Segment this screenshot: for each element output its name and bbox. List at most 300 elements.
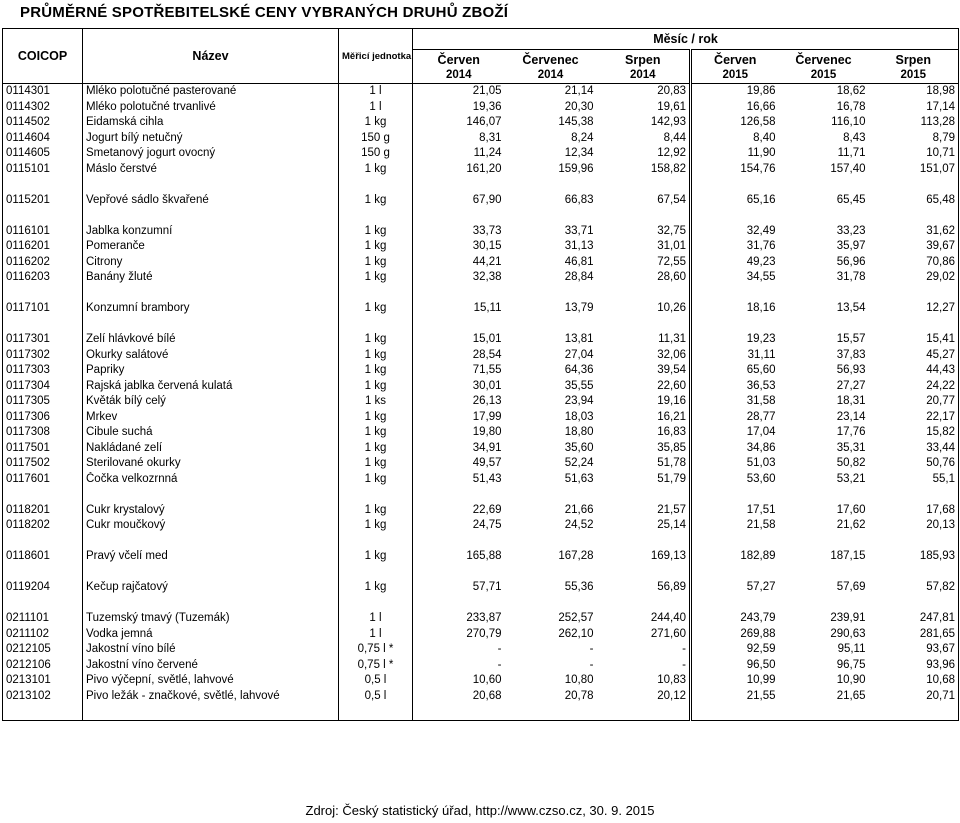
unit: 1 kg xyxy=(339,239,413,255)
unit: 1 kg xyxy=(339,224,413,240)
price-cell: 31,76 xyxy=(691,239,779,255)
price-cell: 51,78 xyxy=(657,457,686,469)
price-cell: 158,82 xyxy=(650,162,686,175)
coicop-code: 0114302 xyxy=(6,100,50,113)
header-year: 2015 xyxy=(691,67,779,84)
source-note: Zdroj: Český statistický úřad, http://www.czso.cz, 30. 9. 2015 xyxy=(305,803,655,818)
price-cell: 269,88 xyxy=(691,627,779,643)
table-row xyxy=(3,224,959,240)
price-cell: 151,07 xyxy=(919,162,955,175)
unit: 1 kg xyxy=(339,115,413,131)
price-cell: 33,71 xyxy=(564,224,594,237)
price-cell: 142,93 xyxy=(650,116,686,128)
price-cell: 157,40 xyxy=(830,162,866,175)
price-cell: 13,79 xyxy=(564,302,594,314)
header-year: 2014 xyxy=(505,67,597,84)
price-cell: 57,71 xyxy=(413,580,505,596)
table-row xyxy=(3,689,959,705)
price-cell: 35,85 xyxy=(657,441,686,454)
item-name: Nakládané zelí xyxy=(83,441,339,457)
table-row xyxy=(3,115,959,131)
coicop-code: 0116201 xyxy=(6,240,50,252)
price-cell: 244,40 xyxy=(650,612,686,624)
price-cell: 10,80 xyxy=(564,674,594,686)
price-cell: 19,80 xyxy=(413,425,505,441)
price-cell: 270,79 xyxy=(413,627,505,643)
coicop-code: 0213102 xyxy=(6,689,51,702)
price-cell: - xyxy=(682,658,686,671)
price-cell: 28,60 xyxy=(657,271,686,283)
price-cell: 56,93 xyxy=(836,364,866,376)
unit: 1 kg xyxy=(339,410,413,426)
coicop-code: 0211102 xyxy=(6,627,50,640)
price-cell: - xyxy=(682,643,686,655)
price-cell: 93,96 xyxy=(926,658,955,671)
header-month: Červenec xyxy=(779,50,869,68)
price-cell: 39,67 xyxy=(926,240,955,252)
coicop-code: 0114605 xyxy=(6,147,50,159)
price-cell: 35,97 xyxy=(836,240,866,252)
unit: 1 kg xyxy=(339,456,413,472)
price-cell: 44,21 xyxy=(413,255,505,271)
item-name: Sterilované okurky xyxy=(83,456,339,472)
price-cell: 11,31 xyxy=(658,333,686,345)
price-cell: 32,38 xyxy=(413,270,505,286)
item-name: Pomeranče xyxy=(83,239,339,255)
price-cell: 15,57 xyxy=(836,333,866,345)
header-year: 2014 xyxy=(413,67,505,84)
table-row xyxy=(3,410,959,426)
price-cell: 15,11 xyxy=(413,301,505,317)
price-cell: 16,21 xyxy=(657,410,686,423)
price-cell: 11,90 xyxy=(691,146,779,162)
price-cell: 39,54 xyxy=(657,364,686,376)
price-cell: 44,43 xyxy=(926,364,955,376)
price-cell: 65,48 xyxy=(926,193,955,206)
price-cell: 21,65 xyxy=(836,689,866,702)
coicop-code: 0115101 xyxy=(6,162,50,175)
price-cell: 33,23 xyxy=(836,224,866,237)
item-name: Čočka velkozrnná xyxy=(83,472,339,488)
table-row xyxy=(3,255,959,271)
price-cell: 51,79 xyxy=(657,472,686,485)
unit: 1 kg xyxy=(339,580,413,596)
header-year: 2014 xyxy=(597,67,691,84)
price-cell: 12,27 xyxy=(926,302,955,314)
price-cell: 27,04 xyxy=(564,348,594,361)
coicop-code: 0117306 xyxy=(6,410,50,423)
price-cell: 182,89 xyxy=(691,549,779,565)
table-row xyxy=(3,270,959,286)
price-cell: 161,20 xyxy=(413,162,505,178)
price-cell: 22,17 xyxy=(926,410,955,423)
price-cell: 32,49 xyxy=(691,224,779,240)
price-cell: 27,27 xyxy=(836,379,866,392)
price-cell: 10,90 xyxy=(836,674,866,686)
table-row xyxy=(3,379,959,395)
price-cell: - xyxy=(413,642,505,658)
coicop-code: 0212106 xyxy=(6,658,51,671)
item-name: Mrkev xyxy=(83,410,339,426)
item-name: Vodka jemná xyxy=(83,627,339,643)
price-cell: 20,30 xyxy=(564,100,594,113)
unit: 1 l xyxy=(339,611,413,627)
price-cell: 51,43 xyxy=(413,472,505,488)
price-cell: - xyxy=(413,658,505,674)
header-year: 2015 xyxy=(779,67,869,84)
price-cell: 17,60 xyxy=(836,503,866,516)
price-cell: 19,86 xyxy=(691,84,779,100)
item-name: Rajská jablka červená kulatá xyxy=(83,379,339,395)
table-row xyxy=(3,84,959,100)
unit: 0,75 l * xyxy=(339,642,413,658)
table-row xyxy=(3,348,959,364)
price-cell: 12,34 xyxy=(564,147,594,159)
unit: 1 kg xyxy=(339,301,413,317)
coicop-code: 0118201 xyxy=(6,503,50,516)
unit: 150 g xyxy=(339,146,413,162)
price-cell: 13,54 xyxy=(836,302,866,314)
price-cell: - xyxy=(589,643,594,655)
price-cell: 21,55 xyxy=(691,689,779,705)
price-cell: 56,96 xyxy=(836,255,866,268)
price-cell: 20,68 xyxy=(413,689,505,705)
price-cell: 271,60 xyxy=(650,627,686,640)
price-cell: 92,59 xyxy=(691,642,779,658)
price-cell: 8,44 xyxy=(663,131,686,144)
table-row xyxy=(3,642,959,658)
price-cell: 31,78 xyxy=(836,271,866,283)
price-cell: 56,89 xyxy=(657,581,686,593)
price-cell: 20,78 xyxy=(564,689,594,702)
group-spacer xyxy=(3,704,959,720)
table-body xyxy=(3,84,959,721)
price-cell: 31,13 xyxy=(564,240,594,252)
price-cell: 66,83 xyxy=(564,193,594,206)
price-cell: 18,16 xyxy=(691,301,779,317)
table-row xyxy=(3,503,959,519)
price-cell: 37,83 xyxy=(836,348,866,361)
table-row xyxy=(3,673,959,689)
header-month-group: Měsíc / rok xyxy=(413,29,959,50)
unit: 0,75 l * xyxy=(339,658,413,674)
price-cell: 33,73 xyxy=(413,224,505,240)
price-cell: 16,66 xyxy=(691,100,779,116)
coicop-code: 0117303 xyxy=(6,364,50,376)
coicop-code: 0212105 xyxy=(6,643,51,655)
coicop-code: 0117101 xyxy=(6,302,50,314)
coicop-code: 0117302 xyxy=(6,348,50,361)
price-cell: 23,14 xyxy=(836,410,866,423)
price-cell: 10,99 xyxy=(691,673,779,689)
coicop-code: 0117501 xyxy=(6,441,50,454)
table-row xyxy=(3,580,959,596)
item-name: Jakostní víno červené xyxy=(83,658,339,674)
price-cell: 18,98 xyxy=(926,85,955,97)
group-spacer xyxy=(3,177,959,193)
price-cell: 30,15 xyxy=(413,239,505,255)
price-cell: 11,71 xyxy=(837,147,866,159)
price-cell: 24,22 xyxy=(926,379,955,392)
coicop-code: 0114604 xyxy=(6,131,50,144)
coicop-code: 0119204 xyxy=(6,581,50,593)
price-cell: 72,55 xyxy=(657,255,686,268)
table-row xyxy=(3,100,959,116)
price-cell: 53,21 xyxy=(836,472,866,485)
price-cell: 239,91 xyxy=(830,612,866,624)
unit: 1 kg xyxy=(339,363,413,379)
price-cell: 30,01 xyxy=(413,379,505,395)
price-cell: 67,90 xyxy=(413,193,505,209)
price-cell: 167,28 xyxy=(558,550,594,562)
unit: 1 kg xyxy=(339,162,413,178)
price-cell: 18,31 xyxy=(836,395,866,407)
coicop-code: 0117301 xyxy=(6,333,50,345)
group-spacer xyxy=(3,534,959,550)
price-cell: 17,76 xyxy=(836,426,866,438)
price-cell: 19,23 xyxy=(691,332,779,348)
price-cell: 159,96 xyxy=(558,162,594,175)
price-cell: 16,83 xyxy=(657,426,686,438)
item-name: Banány žluté xyxy=(83,270,339,286)
price-cell: 35,31 xyxy=(836,441,866,454)
item-name: Pivo ležák - značkové, světlé, lahvové xyxy=(83,689,339,705)
table-row xyxy=(3,239,959,255)
price-cell: 247,81 xyxy=(919,612,955,624)
coicop-code: 0117305 xyxy=(6,395,50,407)
table-row xyxy=(3,658,959,674)
price-cell: 96,75 xyxy=(836,658,866,671)
item-name: Cukr krystalový xyxy=(83,503,339,519)
price-cell: 22,60 xyxy=(657,379,686,392)
price-cell: 32,75 xyxy=(657,224,686,237)
price-cell: 262,10 xyxy=(558,627,594,640)
price-cell: 57,82 xyxy=(926,581,955,593)
unit: 1 kg xyxy=(339,255,413,271)
price-cell: 113,28 xyxy=(920,116,955,128)
price-cell: 53,60 xyxy=(691,472,779,488)
item-name: Eidamská cihla xyxy=(83,115,339,131)
price-cell: 21,14 xyxy=(564,85,594,97)
price-cell: 20,12 xyxy=(657,689,686,702)
header-month: Červenec xyxy=(505,50,597,68)
price-cell: 70,86 xyxy=(926,255,955,268)
price-cell: 31,58 xyxy=(691,394,779,410)
price-cell: 281,65 xyxy=(919,627,955,640)
price-cell: 28,84 xyxy=(564,271,594,283)
header-coicop: COICOP xyxy=(3,29,83,84)
price-cell: 26,13 xyxy=(413,394,505,410)
price-cell: 93,67 xyxy=(926,643,955,655)
price-cell: 65,45 xyxy=(836,193,866,206)
coicop-code: 0114502 xyxy=(6,116,50,128)
price-cell: 23,94 xyxy=(564,395,594,407)
price-cell: 12,92 xyxy=(657,147,686,159)
price-cell: 51,03 xyxy=(691,456,779,472)
price-cell: 34,91 xyxy=(413,441,505,457)
item-name: Máslo čerstvé xyxy=(83,162,339,178)
price-cell: 55,1 xyxy=(932,472,955,485)
price-cell: 8,43 xyxy=(843,131,866,144)
price-cell: 10,68 xyxy=(926,674,955,686)
price-cell: 15,82 xyxy=(926,426,955,438)
price-cell: 126,58 xyxy=(691,115,779,131)
coicop-code: 0118601 xyxy=(6,550,50,562)
price-cell: 17,68 xyxy=(926,503,955,516)
item-name: Mléko polotučné trvanlivé xyxy=(83,100,339,116)
price-cell: 10,60 xyxy=(413,673,505,689)
item-name: Konzumní brambory xyxy=(83,301,339,317)
price-cell: 10,83 xyxy=(657,674,686,686)
price-cell: 20,71 xyxy=(926,689,955,702)
unit: 1 kg xyxy=(339,472,413,488)
price-cell: 34,55 xyxy=(691,270,779,286)
table-row xyxy=(3,425,959,441)
unit: 1 kg xyxy=(339,348,413,364)
coicop-code: 0117308 xyxy=(6,426,50,438)
price-cell: 36,53 xyxy=(691,379,779,395)
price-cell: 35,55 xyxy=(564,379,594,392)
price-cell: 15,41 xyxy=(926,333,955,345)
price-cell: 35,60 xyxy=(564,441,594,454)
price-cell: 28,54 xyxy=(413,348,505,364)
unit: 1 kg xyxy=(339,425,413,441)
price-cell: 252,57 xyxy=(558,612,594,624)
item-name: Jogurt bílý netučný xyxy=(83,131,339,147)
price-cell: 290,63 xyxy=(830,627,866,640)
item-name: Pravý včelí med xyxy=(83,549,339,565)
price-cell: 8,31 xyxy=(413,131,505,147)
price-cell: 154,76 xyxy=(691,162,779,178)
coicop-code: 0114301 xyxy=(6,85,50,97)
price-cell: 64,36 xyxy=(564,364,594,376)
price-cell: 95,11 xyxy=(837,643,866,655)
table-row xyxy=(3,332,959,348)
unit: 1 kg xyxy=(339,549,413,565)
price-cell: 55,36 xyxy=(564,581,594,593)
price-cell: 21,62 xyxy=(836,519,866,531)
unit: 0,5 l xyxy=(339,673,413,689)
unit: 1 kg xyxy=(339,441,413,457)
item-name: Zelí hlávkové bílé xyxy=(83,332,339,348)
table-row xyxy=(3,394,959,410)
item-name: Vepřové sádlo škvařené xyxy=(83,193,339,209)
price-cell: 243,79 xyxy=(691,611,779,627)
unit: 1 l xyxy=(339,84,413,100)
coicop-code: 0213101 xyxy=(6,674,51,686)
table-row xyxy=(3,162,959,178)
unit: 1 l xyxy=(339,627,413,643)
unit: 0,5 l xyxy=(339,689,413,705)
price-cell: 50,76 xyxy=(926,457,955,469)
price-cell: 233,87 xyxy=(413,611,505,627)
table-row xyxy=(3,363,959,379)
price-table xyxy=(2,28,959,721)
coicop-code: 0116101 xyxy=(6,224,50,237)
header-month: Srpen xyxy=(869,50,959,68)
item-name: Kečup rajčatový xyxy=(83,580,339,596)
price-cell: - xyxy=(589,658,594,671)
header-name: Název xyxy=(83,29,339,84)
price-cell: 46,81 xyxy=(564,255,594,268)
price-cell: 16,78 xyxy=(836,100,866,113)
price-cell: 187,15 xyxy=(830,550,866,562)
coicop-code: 0116203 xyxy=(6,271,50,283)
price-cell: 67,54 xyxy=(657,193,686,206)
coicop-code: 0117502 xyxy=(6,457,50,469)
price-cell: 8,40 xyxy=(691,131,779,147)
group-spacer xyxy=(3,317,959,333)
price-cell: 21,05 xyxy=(413,84,505,100)
price-cell: 11,24 xyxy=(413,146,505,162)
item-name: Citrony xyxy=(83,255,339,271)
item-name: Okurky salátové xyxy=(83,348,339,364)
header-unit: Měřicí jednotka xyxy=(339,29,413,84)
price-cell: 49,23 xyxy=(691,255,779,271)
unit: 1 kg xyxy=(339,379,413,395)
price-cell: 31,01 xyxy=(657,240,686,252)
unit: 1 l xyxy=(339,100,413,116)
price-cell: 116,10 xyxy=(831,116,866,128)
unit: 1 kg xyxy=(339,332,413,348)
price-cell: 17,04 xyxy=(691,425,779,441)
item-name: Tuzemský tmavý (Tuzemák) xyxy=(83,611,339,627)
table-row xyxy=(3,472,959,488)
table-row xyxy=(3,611,959,627)
price-cell: 20,83 xyxy=(657,85,686,97)
price-cell: 8,24 xyxy=(571,131,594,144)
price-cell: 31,11 xyxy=(691,348,779,364)
price-cell: 25,14 xyxy=(657,519,686,531)
price-cell: 17,51 xyxy=(691,503,779,519)
price-cell: 18,80 xyxy=(564,426,594,438)
table-row xyxy=(3,193,959,209)
price-cell: 20,77 xyxy=(926,395,955,407)
unit: 1 kg xyxy=(339,518,413,534)
price-cell: 52,24 xyxy=(564,457,594,469)
item-name: Pivo výčepní, světlé, lahvové xyxy=(83,673,339,689)
price-cell: 57,27 xyxy=(691,580,779,596)
price-cell: 29,02 xyxy=(926,271,955,283)
price-cell: 145,38 xyxy=(558,116,594,128)
table-row xyxy=(3,456,959,472)
group-spacer xyxy=(3,565,959,581)
group-spacer xyxy=(3,596,959,612)
item-name: Cukr moučkový xyxy=(83,518,339,534)
price-cell: 21,57 xyxy=(657,503,686,516)
item-name: Květák bílý celý xyxy=(83,394,339,410)
price-cell: 13,81 xyxy=(564,333,594,345)
table-row xyxy=(3,441,959,457)
item-name: Cibule suchá xyxy=(83,425,339,441)
table-header xyxy=(3,29,959,84)
item-name: Jablka konzumní xyxy=(83,224,339,240)
page-title: PRŮMĚRNÉ SPOTŘEBITELSKÉ CENY VYBRANÝCH DRUHŮ ZBOŽÍ xyxy=(20,4,509,21)
coicop-code: 0118202 xyxy=(6,519,50,531)
price-cell: 57,69 xyxy=(836,581,866,593)
price-cell: 21,66 xyxy=(564,503,594,516)
price-cell: 71,55 xyxy=(413,363,505,379)
price-cell: 28,77 xyxy=(691,410,779,426)
price-cell: 24,75 xyxy=(413,518,505,534)
price-cell: 21,58 xyxy=(691,518,779,534)
price-cell: 32,06 xyxy=(657,348,686,361)
price-cell: 17,99 xyxy=(413,410,505,426)
price-cell: 18,62 xyxy=(836,85,866,97)
price-cell: 185,93 xyxy=(919,550,955,562)
header-month: Červen xyxy=(691,50,779,68)
price-cell: 20,13 xyxy=(926,519,955,531)
